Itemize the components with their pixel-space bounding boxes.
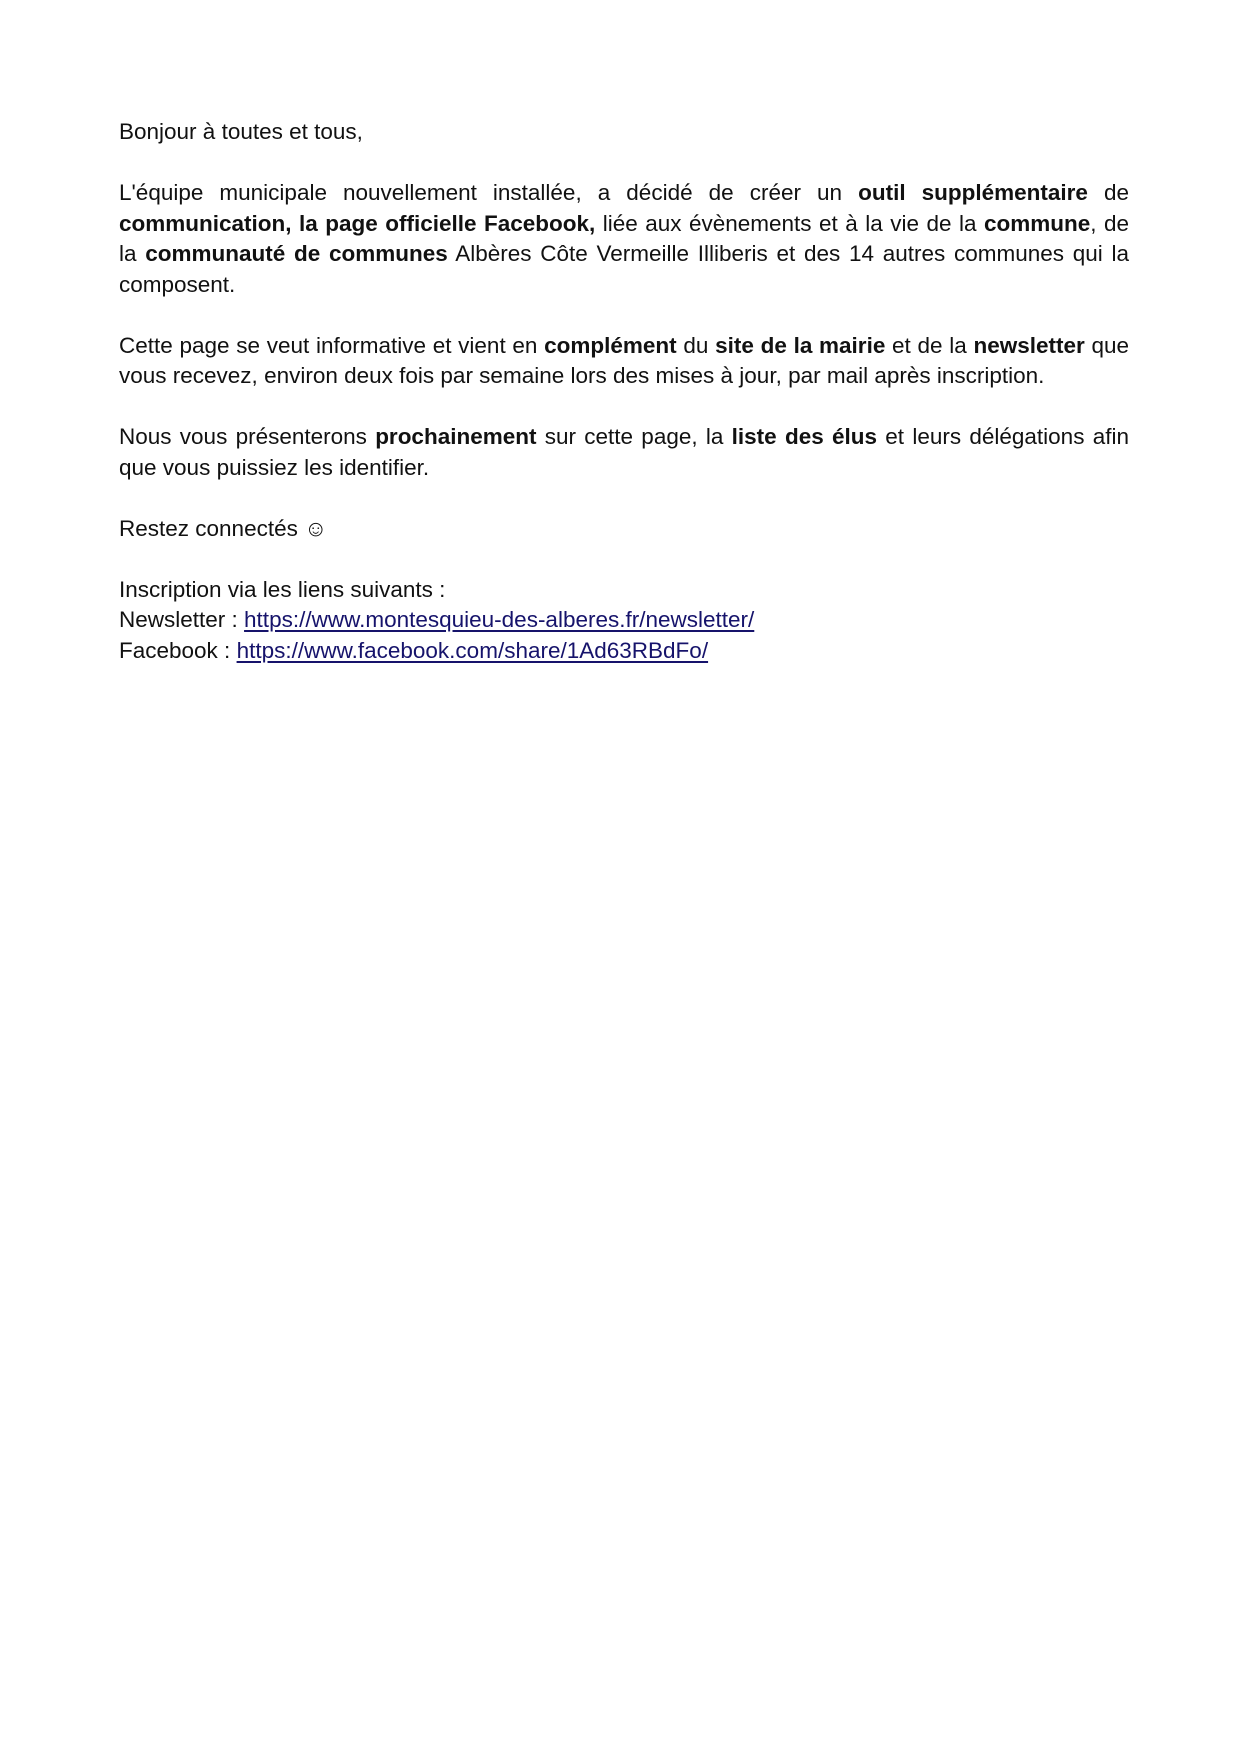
paragraph-information: [119, 331, 1129, 392]
paragraph2-bold-1: complément: [544, 332, 677, 358]
paragraph2-text-4: que vous recevez, environ deux fois par semaine lors des mises à jour, par mail après inscription.: [119, 332, 1130, 388]
greeting-text: Bonjour à toutes et tous,: [119, 119, 363, 144]
facebook-link[interactable]: https://www.facebook.com/share/1Ad63RBdFo/: [236, 637, 709, 663]
links-intro: Inscription via les liens suivants :: [119, 576, 446, 602]
paragraph1-text-2: de: [1087, 180, 1129, 205]
paragraph-upcoming: [119, 422, 1129, 483]
paragraph2-bold-3: newsletter: [973, 332, 1085, 358]
newsletter-label: Newsletter :: [119, 607, 245, 632]
paragraph2-text-1: Cette page se veut informative et vient en: [119, 332, 545, 358]
paragraph1-bold-3: commune: [983, 210, 1091, 236]
paragraph3-bold-1: prochainement: [375, 424, 537, 449]
paragraph1-bold-2: communication, la page officielle Facebook,: [119, 210, 596, 236]
closing-text: Restez connectés ☺: [119, 515, 328, 541]
document-body: [119, 117, 1129, 697]
newsletter-line: [119, 605, 1129, 636]
paragraph2-text-2: du: [676, 332, 716, 358]
paragraph3-bold-2: liste des élus: [731, 424, 878, 449]
paragraph-announcement: [119, 178, 1129, 300]
paragraph2-text-3: et de la: [885, 332, 974, 358]
newsletter-link[interactable]: https://www.montesquieu-des-alberes.fr/newsletter/: [244, 607, 755, 632]
paragraph3-text-1: Nous vous présenterons: [119, 424, 376, 449]
paragraph3-text-2: sur cette page, la: [536, 424, 732, 449]
paragraph3-text-3: et leurs délégations afin que vous puissiez les identifier.: [119, 424, 1129, 480]
paragraph1-text-1: L'équipe municipale nouvellement installée, a décidé de créer un: [119, 180, 859, 205]
facebook-line: [119, 636, 1129, 667]
paragraph1-text-3: liée aux évènements et à la vie de la: [595, 210, 984, 236]
links-section: [119, 575, 1129, 667]
closing: [119, 514, 1129, 545]
paragraph2-bold-2: site de la mairie: [715, 332, 886, 358]
paragraph1-text-4: , de la: [119, 210, 1130, 266]
greeting: [119, 117, 1129, 148]
paragraph1-bold-1: outil supplémentaire: [858, 180, 1088, 205]
paragraph1-text-5: Albères Côte Vermeille Illiberis et des 14 autres communes qui la composent.: [119, 241, 1129, 297]
paragraph1-bold-4: communauté de communes: [145, 241, 448, 266]
facebook-label: Facebook :: [119, 637, 237, 663]
